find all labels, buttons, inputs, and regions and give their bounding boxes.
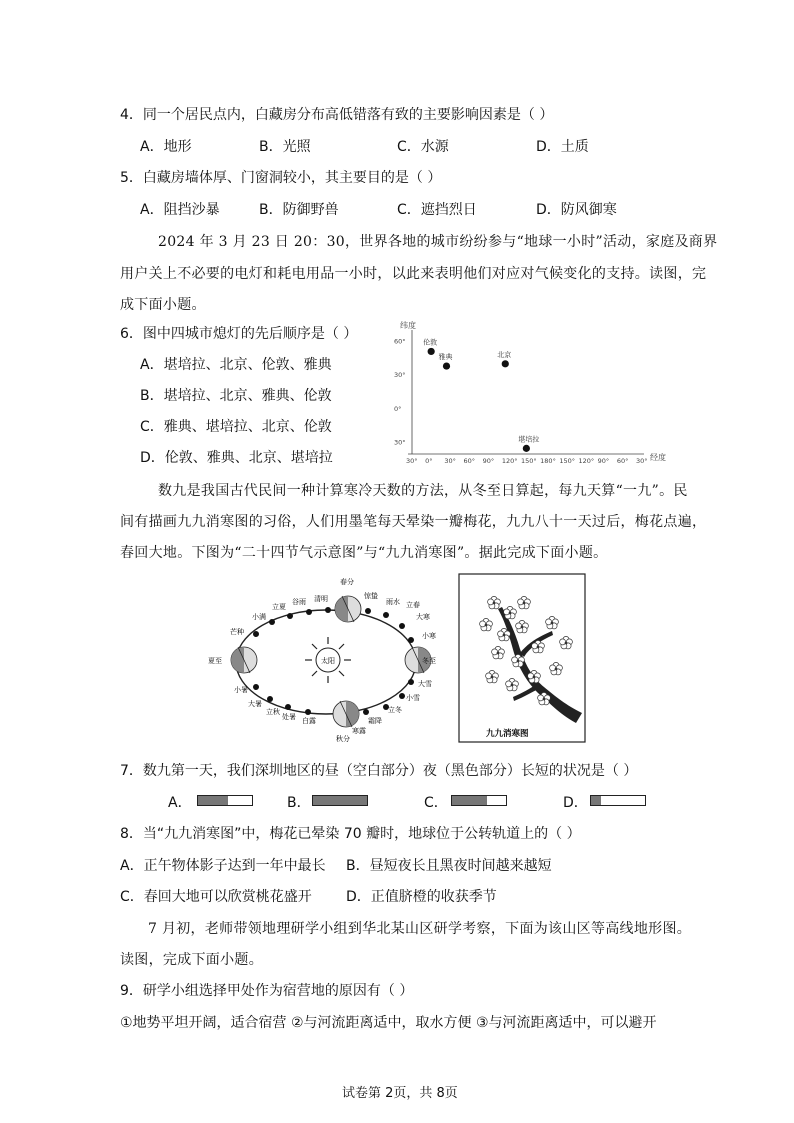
q4-option-c: C．水源 [397, 139, 449, 155]
q4-option-b: B．光照 [259, 139, 311, 155]
page-footer: 试卷第 2页，共 8页 [342, 1086, 458, 1101]
q8-option-c: C．春回大地可以欣赏桃花盛开 [120, 889, 312, 905]
passage2-line1: 数九是我国古代民间一种计算寒冷天数的方法，从冬至日算起，每九天算“一九”。民 [158, 483, 688, 499]
q8-option-d: D．正值脐橙的收获季节 [346, 889, 497, 905]
passage1-line2: 用户关上不必要的电灯和耗电用品一小时，以此来表明他们对应对气候变化的支持。读图，完 [120, 266, 707, 282]
q8-option-b: B．昼短夜长且黑夜时间越来越短 [346, 858, 552, 874]
term-mangzhong: 芒种 [230, 628, 244, 636]
x-tick-label: 150° [559, 457, 576, 465]
term-dahan: 大寒 [416, 613, 430, 621]
q5-option-a: A．阻挡沙暴 [140, 202, 220, 218]
q4-option-d: D．土质 [536, 139, 589, 155]
y-tick-label: 30° [394, 438, 406, 447]
q6-option-c: C．雅典、堪培拉、北京、伦敦 [140, 419, 332, 435]
earth-summer-solstice-icon [231, 647, 257, 673]
term-chushu: 处暑 [282, 713, 296, 721]
x-tick-label: 90° [597, 457, 610, 465]
x-tick-label: 150° [521, 457, 537, 465]
passage2-line3: 春回大地。下图为“二十四节气示意图”与“九九消寒图”。据此完成下面小题。 [120, 545, 608, 561]
x-tick-label: 120° [501, 457, 518, 465]
term-lixia: 立夏 [272, 603, 286, 611]
x-tick-label: 180° [540, 457, 556, 465]
q7-option-a: A． [168, 795, 192, 811]
city-point [443, 362, 450, 369]
term-lidong: 立冬 [388, 706, 402, 714]
term-xiazhi: 夏至 [208, 657, 222, 665]
passage3-line2: 读图，完成下面小题。 [120, 952, 263, 968]
q6-option-a: A．堪培拉、北京、伦敦、雅典 [140, 357, 332, 373]
q7-option-b: B． [287, 795, 311, 811]
q7-stem: 7．数九第一天，我们深圳地区的昼（空白部分）夜（黑色部分）长短的状况是（ ） [120, 763, 638, 779]
term-shuangjiang: 霜降 [368, 717, 382, 725]
city-label: 伦敦 [423, 338, 438, 347]
term-dashu: 大暑 [248, 700, 262, 708]
y-tick-label: 30° [394, 371, 406, 380]
term-qingming: 清明 [314, 595, 328, 603]
city-label: 雅典 [438, 353, 453, 362]
x-tick-label: 0° [425, 457, 433, 465]
term-xiaohan: 小寒 [422, 632, 436, 640]
term-qiufen: 秋分 [336, 735, 350, 743]
city-scatter-chart [392, 318, 682, 466]
passage2-line2: 间有描画九九消寒图的习俗，人们用墨笔每天晕染一瓣梅花，九九八十一天过后，梅花点遍， [120, 514, 707, 530]
term-xiaoman: 小满 [252, 613, 266, 621]
q7-option-d: D． [563, 795, 588, 811]
city-point [428, 348, 435, 355]
y-tick-label: 60° [394, 337, 406, 346]
passage3-line1: 7 月初，老师带领地理研学小组到华北某山区研学考察，下面为该山区等高线地形图。 [148, 921, 692, 937]
q9-stem: 9．研学小组选择甲处作为宿营地的原因有（ ） [120, 983, 414, 999]
solar-terms-orbit-diagram [196, 574, 446, 744]
x-tick-label: 60° [463, 457, 476, 465]
q6-option-b: B．堪培拉、北京、雅典、伦敦 [140, 388, 332, 404]
q4-option-a: A．地形 [140, 139, 192, 155]
term-guyu: 谷雨 [292, 598, 306, 606]
q5-option-b: B．防御野兽 [259, 202, 339, 218]
term-bailu: 白露 [302, 717, 316, 725]
q6-option-d: D．伦敦、雅典、北京、堪培拉 [140, 450, 333, 466]
q5-option-c: C．遮挡烈日 [397, 202, 477, 218]
x-tick-label: 90° [482, 457, 495, 465]
q5-option-d: D．防风御寒 [536, 202, 617, 218]
q8-stem: 8．当“九九消寒图”中，梅花已晕染 70 瓣时，地球位于公转轨道上的（ ） [120, 826, 581, 842]
term-hanlu: 寒露 [352, 727, 366, 735]
term-dongzhi: 冬至 [422, 657, 436, 665]
q7-option-a-daynight-bar [197, 795, 253, 806]
x-axis-label: 经度 [650, 453, 666, 462]
term-jingzhe: 惊蛰 [364, 592, 378, 600]
sun-label: 太阳 [321, 657, 335, 665]
jiujiu-xiaohan-plum-figure [458, 573, 586, 743]
q6-stem: 6．图中四城市熄灯的先后顺序是（ ） [120, 326, 358, 342]
term-xiaoshu: 小暑 [234, 686, 248, 694]
q8-option-a: A．正午物体影子达到一年中最长 [120, 858, 326, 874]
term-liqiu: 立秋 [266, 708, 280, 716]
city-point [502, 360, 509, 367]
passage1-line1: 2024 年 3 月 23 日 20：30，世界各地的城市纷纷参与“地球一小时”活动，家庭及商界 [158, 234, 718, 250]
city-label: 北京 [497, 350, 512, 359]
x-tick-label: 30° [406, 457, 418, 465]
x-tick-label: 30° [636, 457, 648, 465]
term-lichun: 立春 [406, 601, 420, 609]
q4-stem: 4．同一个居民点内，白藏房分布高低错落有致的主要影响因素是（ ） [120, 107, 554, 123]
y-axis-label: 纬度 [400, 321, 416, 330]
term-xiaoxue: 小雪 [406, 694, 420, 702]
q7-option-c-daynight-bar [451, 795, 507, 806]
term-chunfen: 春分 [340, 578, 354, 586]
term-daxue: 大雪 [418, 680, 432, 688]
q7-option-d-daynight-bar [590, 795, 646, 806]
plum-caption: 九九消寒图 [486, 729, 529, 739]
x-tick-label: 30° [444, 457, 456, 465]
q7-option-b-daynight-bar [312, 795, 368, 806]
x-tick-label: 60° [616, 457, 629, 465]
city-point [523, 445, 530, 452]
q9-statements: ①地势平坦开阔，适合宿营 ②与河流距离适中，取水方便 ③与河流距离适中，可以避开 [120, 1015, 657, 1031]
term-yushui: 雨水 [386, 598, 400, 606]
earth-autumn-equinox-icon [333, 701, 359, 727]
earth-spring-equinox-icon [335, 596, 361, 622]
q5-stem: 5．白藏房墙体厚、门窗洞较小，其主要目的是（ ） [120, 170, 442, 186]
q7-option-c: C． [424, 795, 448, 811]
passage1-line3: 成下面小题。 [120, 297, 206, 313]
y-tick-label: 0° [394, 404, 402, 413]
x-tick-label: 120° [578, 457, 595, 465]
city-label: 堪培拉 [518, 435, 540, 444]
